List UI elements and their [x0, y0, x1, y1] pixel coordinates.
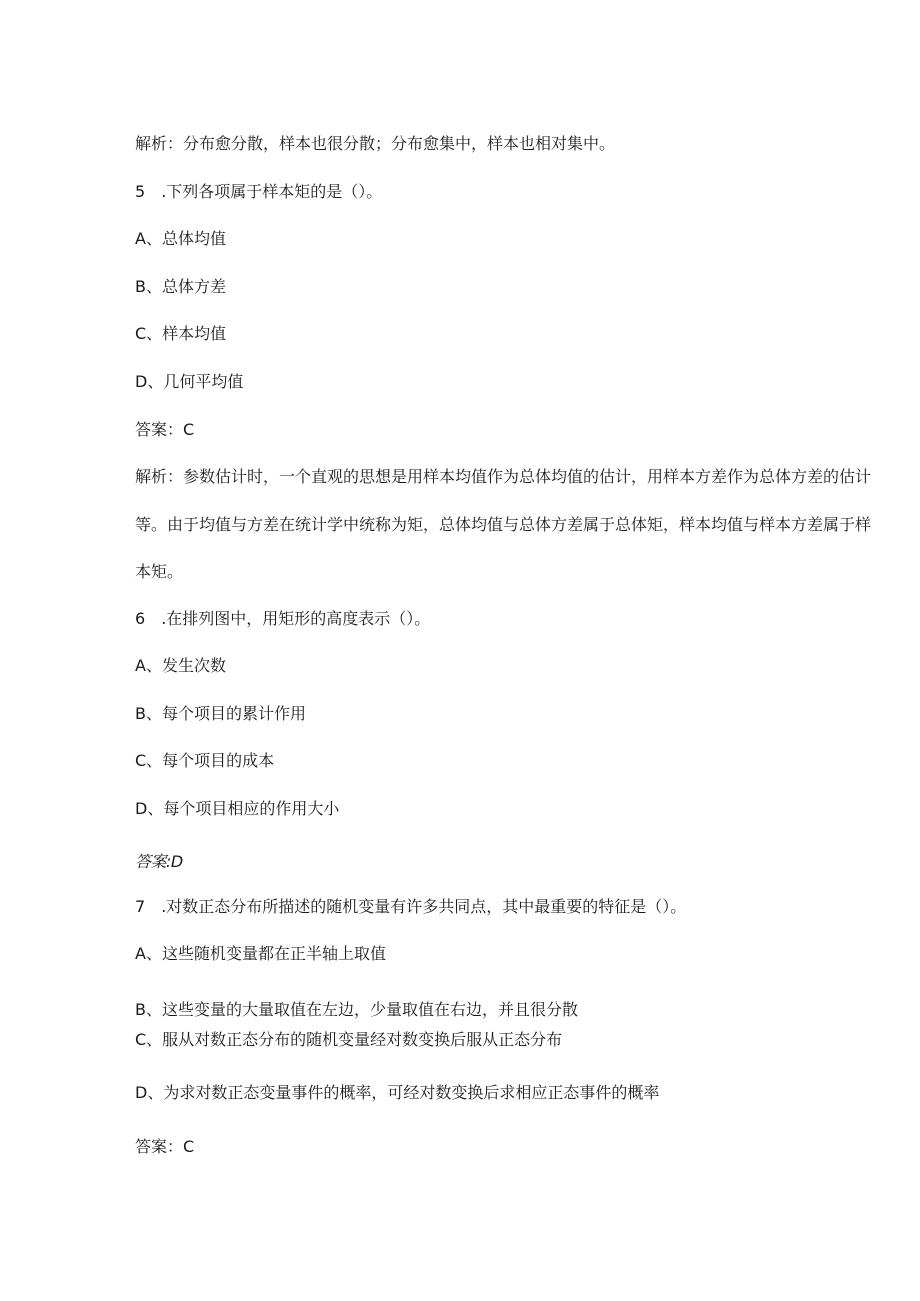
question-7-option-a: A、这些随机变量都在正半轴上取值 [135, 944, 386, 963]
question-5-option-b: B、总体方差 [135, 277, 226, 296]
question-6-option-d: D、每个项目相应的作用大小 [135, 799, 340, 818]
question-7-stem [135, 897, 686, 917]
question-5-option-a: A、总体均值 [135, 229, 226, 248]
question-5-explanation-line-2: 等。由于均值与方差在统计学中统称为矩，总体均值与总体方差属于总体矩，样本均值与样本方差属于样 [135, 515, 872, 534]
question-6-option-b: B、每个项目的累计作用 [135, 704, 306, 723]
question-6-option-a: A、发生次数 [135, 656, 226, 675]
intro-explanation: 解析：分布愈分散，样本也很分散；分布愈集中，样本也相对集中。 [135, 134, 616, 153]
question-number: 6 [135, 609, 146, 628]
question-7-option-b: B、这些变量的大量取值在左边，少量取值在右边，并且很分散 [135, 1000, 578, 1019]
question-5-option-d: D、几何平均值 [135, 372, 244, 391]
question-number: 5 [135, 182, 146, 201]
question-text: .对数正态分布所描述的随机变量有许多共同点，其中最重要的特征是（）。 [161, 897, 687, 916]
question-5-answer: 答案：C [135, 420, 195, 439]
question-5-explanation-line-1: 解析：参数估计时，一个直观的思想是用样本均值作为总体均值的估计，用样本方差作为总体方差的估计 [135, 467, 872, 486]
question-7-option-d: D、为求对数正态变量事件的概率，可经对数变换后求相应正态事件的概率 [135, 1083, 660, 1102]
question-6-option-c: C、每个项目的成本 [135, 751, 275, 770]
question-5-explanation-line-3: 本矩。 [135, 562, 184, 581]
question-5-stem [135, 182, 382, 202]
question-number: 7 [135, 897, 146, 916]
question-5-option-c: C、样本均值 [135, 324, 227, 343]
question-7-option-c: C、服从对数正态分布的随机变量经对数变换后服从正态分布 [135, 1030, 563, 1049]
question-text: .下列各项属于样本矩的是（）。 [161, 182, 383, 201]
question-text: .在排列图中，用矩形的高度表示（）。 [161, 609, 431, 628]
question-6-stem [135, 609, 430, 629]
question-6-answer: 答案:D [135, 852, 183, 871]
question-7-answer: 答案：C [135, 1137, 195, 1156]
